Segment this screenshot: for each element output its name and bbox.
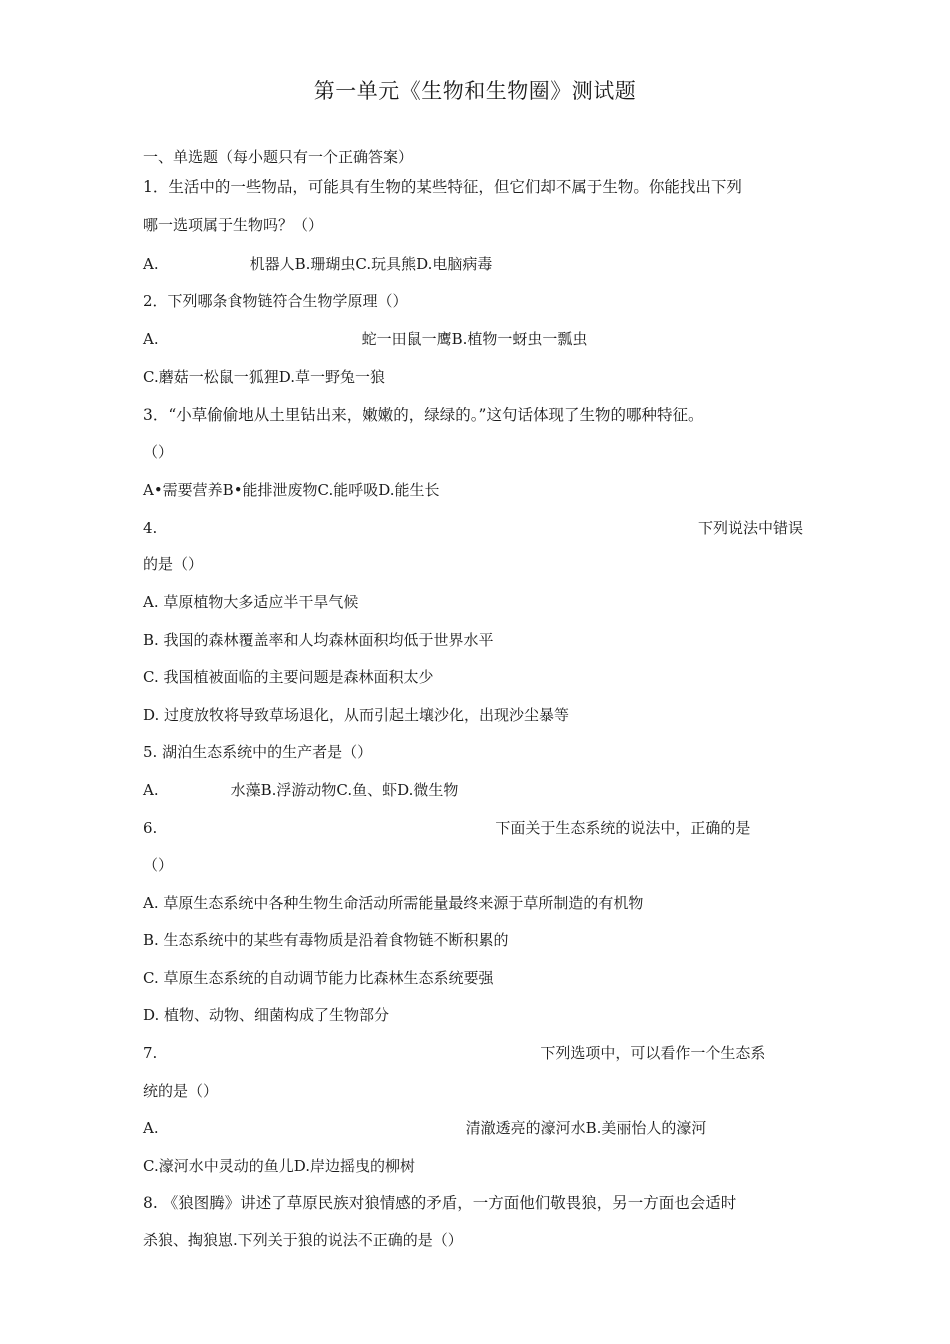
q4-stem-line-1 [143, 517, 803, 539]
q5-option-prefix: A. [143, 781, 159, 799]
q4-stem-line-2: 的是（） [143, 555, 204, 573]
q4-option-a: A. 草原植物大多适应半干旱气候 [143, 593, 359, 611]
q4-option-d: D. 过度放牧将导致草场退化，从而引起土壤沙化，出现沙尘暴等 [143, 706, 570, 724]
q2-options-text-1: 蛇一田鼠一鹰B.植物一蚜虫一瓢虫 [361, 330, 588, 348]
q7-stem-line-2: 统的是（） [143, 1082, 219, 1100]
q6-stem-line-1 [143, 817, 803, 839]
q6-stem-tail: 下面关于生态系统的说法中，正确的是 [495, 819, 751, 837]
q7-option-prefix: A. [143, 1119, 159, 1137]
q1-options [143, 253, 803, 275]
q5-options-text: 水藻B.浮游动物C.鱼、虾D.微生物 [230, 781, 459, 799]
q5-stem: 5. 湖泊生态系统中的生产者是（） [143, 743, 373, 761]
section-heading: 一、单选题（每小题只有一个正确答案） [143, 148, 414, 166]
q1-stem-line-2: 哪一选项属于生物吗？（） [143, 216, 324, 234]
q6-option-d: D. 植物、动物、细菌构成了生物部分 [143, 1006, 390, 1024]
q4-option-c: C. 我国植被面临的主要问题是森林面积太少 [143, 668, 434, 686]
q6-option-c: C. 草原生态系统的自动调节能力比森林生态系统要强 [143, 969, 494, 987]
q7-stem-tail: 下列选项中，可以看作一个生态系 [540, 1044, 766, 1062]
q7-options-text-1: 清澈透亮的濠河水B.美丽怡人的濠河 [465, 1119, 707, 1137]
q7-options-line-1 [143, 1117, 803, 1139]
q3-stem-line-1: 3．“小草偷偷地从土里钻出来，嫩嫩的，绿绿的。”这句话体现了生物的哪种特征。 [143, 406, 704, 424]
q1-stem-line-1: 1．生活中的一些物品，可能具有生物的某些特征，但它们却不属于生物。你能找出下列 [143, 178, 742, 196]
q2-options-line-2: C.蘑菇一松鼠一狐狸D.草一野兔一狼 [143, 368, 385, 386]
q2-stem: 2．下列哪条食物链符合生物学原理（） [143, 292, 408, 310]
q6-stem-line-2: （） [143, 856, 174, 874]
q6-option-a: A. 草原生态系统中各种生物生命活动所需能量最终来源于草所制造的有机物 [143, 894, 644, 912]
q7-number: 7. [143, 1044, 158, 1062]
q2-option-prefix: A. [143, 330, 159, 348]
q4-number: 4. [143, 519, 158, 537]
q2-options-line-1 [143, 328, 803, 350]
q8-stem-line-2: 杀狼、掏狼崽.下列关于狼的说法不正确的是（） [143, 1231, 463, 1249]
q4-stem-tail: 下列说法中错误 [697, 519, 803, 537]
q6-number: 6. [143, 819, 158, 837]
q3-options: A•需要营养B•能排泄废物C.能呼吸D.能生长 [143, 481, 440, 499]
q1-option-prefix: A. [143, 255, 159, 273]
q1-options-text: 机器人B.珊瑚虫C.玩具熊D.电脑病毒 [249, 255, 493, 273]
q8-stem-line-1: 8. 《狼图腾》讲述了草原民族对狼情感的矛盾，一方面他们敬畏狼，另一方面也会适时 [143, 1194, 737, 1212]
q7-options-line-2: C.濠河水中灵动的鱼儿D.岸边摇曳的柳树 [143, 1157, 415, 1175]
q3-stem-line-2: （） [143, 443, 174, 461]
page-title: 第一单元《生物和生物圈》测试题 [313, 79, 637, 103]
q7-stem-line-1 [143, 1042, 803, 1064]
q4-option-b: B. 我国的森林覆盖率和人均森林面积均低于世界水平 [143, 631, 494, 649]
q6-option-b: B. 生态系统中的某些有毒物质是沿着食物链不断积累的 [143, 931, 509, 949]
q5-options [143, 779, 803, 801]
